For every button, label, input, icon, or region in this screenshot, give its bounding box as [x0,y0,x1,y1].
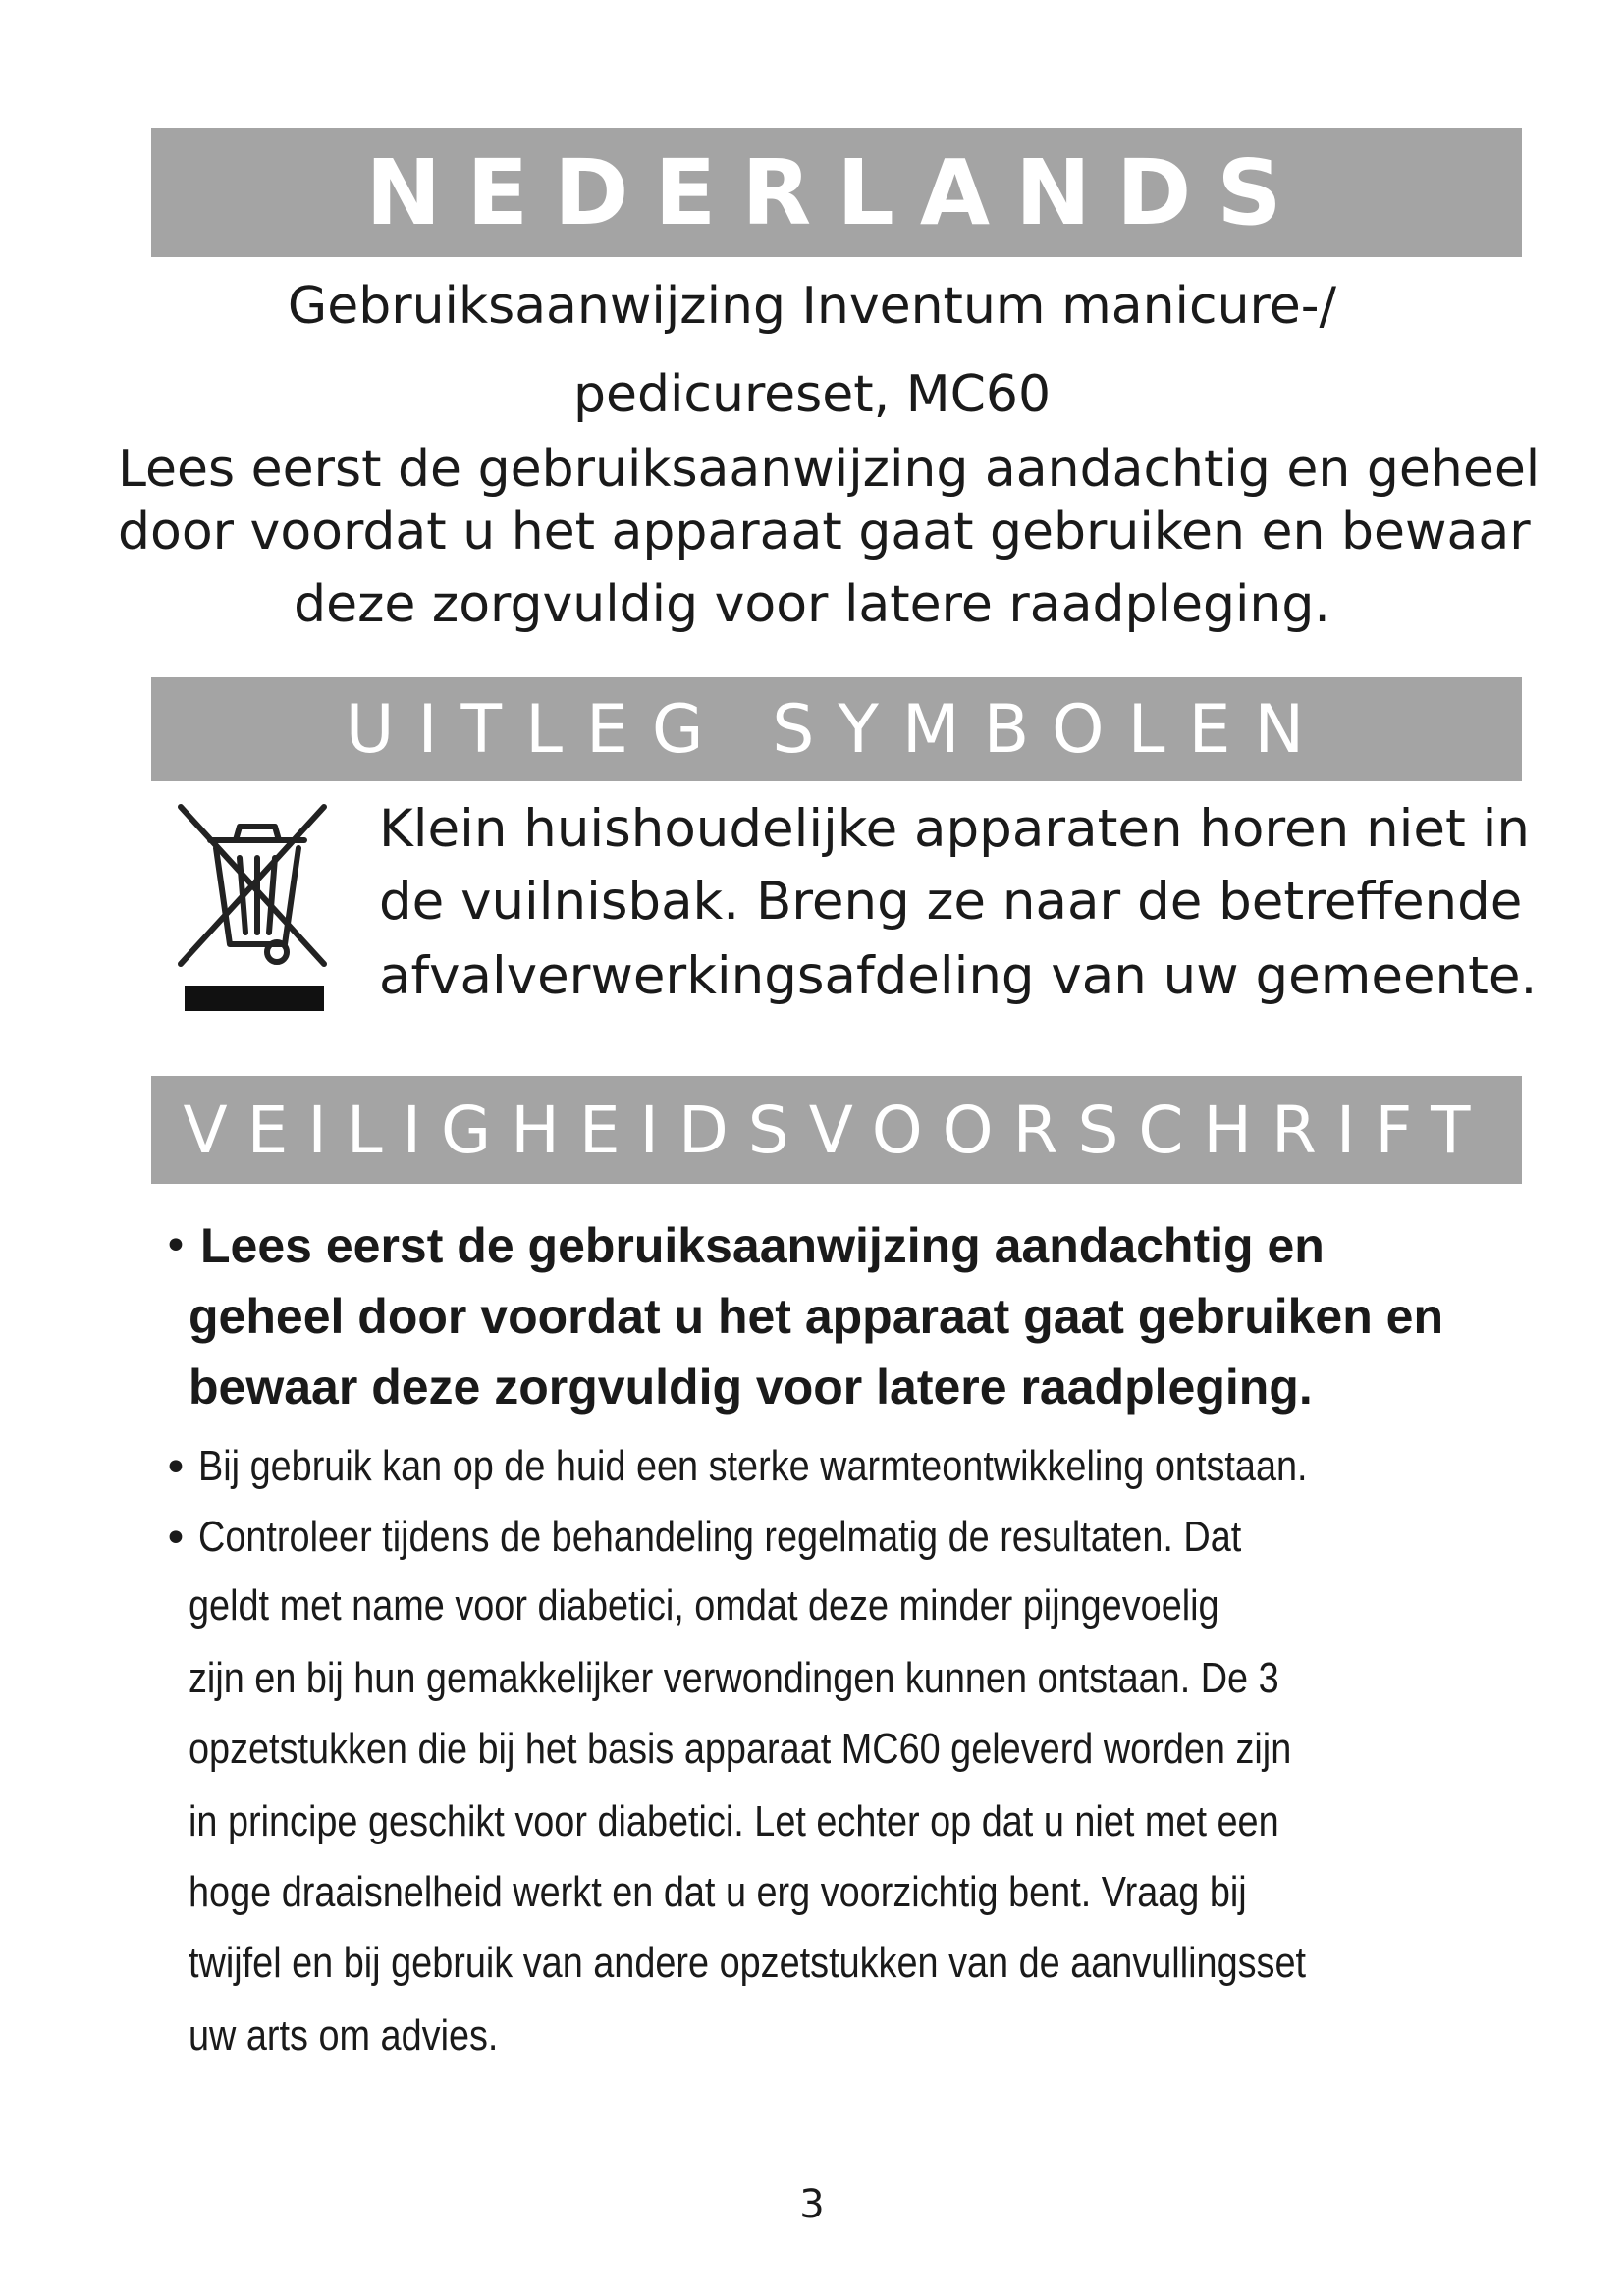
language-title: NEDERLANDS [365,139,1308,245]
safety-heading: VEILIGHEIDSVOORSCHRIFT [183,1092,1490,1168]
symbols-heading-banner [151,677,1522,781]
safety-item-3-line-6: hoge draaisnelheid werkt en dat u erg voorzichtig bent. Vraag bij [189,1868,1247,1916]
safety-item-3-line-8: uw arts om advies. [189,2011,499,2059]
bullet-1: • [163,1221,189,1271]
symbol-text-line-1: Klein huishoudelijke apparaten horen niet in [379,799,1530,859]
safety-item-3-line-4: opzetstukken die bij het basis apparaat MC60 geleverd worden zijn [189,1725,1292,1773]
intro-note-line-3: deze zorgvuldig voor latere raadpleging. [294,575,1330,634]
intro-note-line-2: door voordat u het apparaat gaat gebruiken en bewaar [118,503,1531,561]
safety-item-3-line-2: geldt met name voor diabetici, omdat deze minder pijngevoelig [189,1581,1219,1629]
safety-item-1-line-3: bewaar deze zorgvuldig voor latere raadpleging. [189,1360,1313,1415]
intro-note-line-1: Lees eerst de gebruiksaanwijzing aandachtig en geheel [118,440,1541,499]
safety-item-3-line-7: twijfel en bij gebruik van andere opzetstukken van de aanvullingsset [189,1939,1307,1987]
manual-title-line-1: Gebruiksaanwijzing Inventum manicure-/ [287,277,1337,336]
page-number: 3 [799,2182,825,2227]
safety-item-1-line-2: geheel door voordat u het apparaat gaat gebruiken en [189,1289,1444,1344]
crossed-out-wheelie-bin-icon [175,797,334,1015]
safety-item-3-line-5: in principe geschikt voor diabetici. Let echter op dat u niet met een [189,1797,1279,1845]
safety-item-1-line-1: Lees eerst de gebruiksaanwijzing aandachtig en [200,1218,1325,1273]
bullet-2: • [163,1443,189,1493]
manual-title-line-2: pedicureset, MC60 [572,365,1052,424]
language-title-banner [151,128,1522,257]
safety-item-3-line-1: Controleer tijdens de behandeling regelmatig de resultaten. Dat [198,1513,1242,1561]
safety-item-2-line-1: Bij gebruik kan op de huid een sterke warmteontwikkeling ontstaan. [198,1442,1308,1490]
symbols-heading: UITLEG SYMBOLEN [345,690,1328,769]
bullet-3: • [163,1514,189,1564]
symbol-text-line-2: de vuilnisbak. Breng ze naar de betreffende [379,872,1523,932]
symbol-text-line-3: afvalverwerkingsafdeling van uw gemeente. [379,946,1538,1006]
safety-item-3-line-3: zijn en bij hun gemakkelijker verwondingen kunnen ontstaan. De 3 [189,1654,1279,1702]
safety-heading-banner [151,1076,1522,1184]
